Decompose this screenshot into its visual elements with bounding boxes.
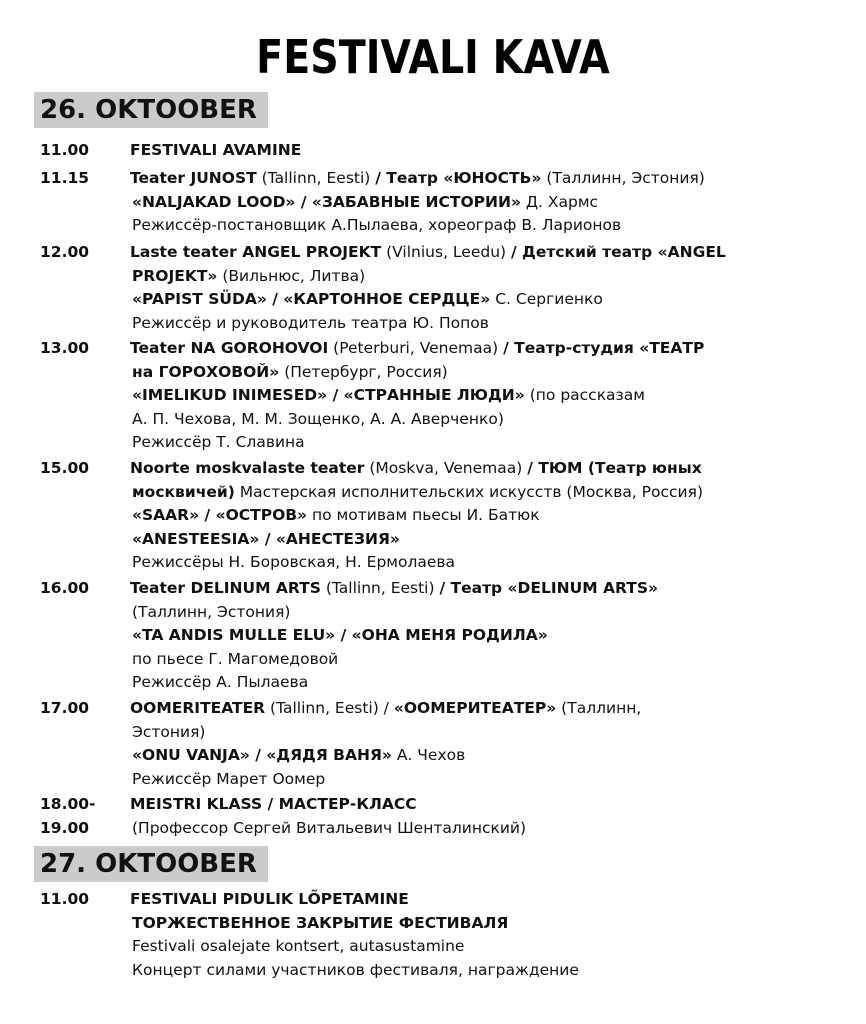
bold-text: «ONU VANJA» / «ДЯДЯ ВАНЯ» <box>132 746 392 764</box>
entry-line <box>130 288 726 312</box>
entry-details <box>130 793 526 840</box>
entry-line <box>130 648 658 672</box>
regular-text: Режиссёр Марет Оомер <box>132 769 326 788</box>
bold-text: Teater DELINUM ARTS <box>130 579 321 597</box>
bold-text: / Театр «ЮНОСТЬ» <box>375 169 542 187</box>
regular-text: (Таллинн, Эстония) <box>541 169 705 187</box>
entry-line <box>130 959 579 983</box>
regular-text: (Tallinn, Eesti) <box>320 579 440 597</box>
bold-text: «SAAR» / «ОСТРОВ» <box>132 506 308 524</box>
bold-text: «TA ANDIS MULLE ELU» / «ОНА МЕНЯ РОДИЛА» <box>132 626 548 644</box>
regular-text: (по рассказам <box>524 386 645 404</box>
bold-text: ТОРЖЕСТВЕННОЕ ЗАКРЫТИЕ ФЕСТИВАЛЯ <box>132 913 509 932</box>
bold-text: «NALJAKAD LOOD» / «ЗАБАВНЫЕ ИСТОРИИ» <box>132 192 521 211</box>
entry-line <box>130 935 579 959</box>
entry-time: 15.00 <box>40 459 90 477</box>
bold-text: «ANESTEESIA» / «АНЕСТЕЗИЯ» <box>132 529 400 548</box>
regular-text: (Peterburi, Venemaa) <box>328 339 504 357</box>
entry-details <box>130 139 301 163</box>
entry-details <box>130 697 641 791</box>
regular-text: по пьесе Г. Магомедовой <box>132 649 339 668</box>
entry-line <box>130 431 704 455</box>
entry-line <box>130 457 703 481</box>
entry-line <box>130 528 703 552</box>
entry-line <box>130 601 658 625</box>
regular-text: (Moskva, Venemaa) <box>364 459 528 477</box>
entry-line <box>130 671 658 695</box>
entry-line <box>130 817 526 841</box>
entry-time: 13.00 <box>40 339 90 357</box>
entry-time: 11.00 <box>40 890 90 908</box>
bold-text: Noorte moskvalaste teater <box>130 459 365 477</box>
entry-line <box>130 551 703 575</box>
bold-text: PROJEKT» <box>132 266 218 285</box>
bold-text: / ТЮМ (Театр юных <box>527 459 702 477</box>
regular-text: Festivali osalejate kontsert, autasustamine <box>132 937 465 955</box>
entry-line <box>130 793 526 817</box>
entry-line <box>130 888 579 912</box>
regular-text: (Vilnius, Leedu) <box>381 243 511 261</box>
entry-line <box>130 337 704 361</box>
entry-details <box>130 457 703 575</box>
entry-time: 18.00- 19.00 <box>40 795 96 837</box>
regular-text: Режиссёр и руководитель театра Ю. Попов <box>132 313 489 332</box>
entry-time: 11.00 <box>40 141 90 159</box>
entry-line <box>130 721 641 745</box>
bold-text: FESTIVALI AVAMINE <box>130 141 302 159</box>
entry-line <box>130 167 705 191</box>
entry-details <box>130 888 579 982</box>
regular-text: по мотивам пьесы И. Батюк <box>307 506 540 524</box>
bold-text: Teater JUNOST <box>130 169 257 187</box>
regular-text: А. П. Чехова, М. М. Зощенко, А. А. Аверченко) <box>132 409 504 428</box>
bold-text: / Театр-студия «ТЕАТР <box>503 339 705 357</box>
entry-line <box>130 624 658 648</box>
entry-line <box>130 697 641 721</box>
regular-text: (Tallinn, Eesti) / <box>265 699 394 717</box>
regular-text: (Таллинн, Эстония) <box>132 602 291 621</box>
regular-text: Мастерская исполнительских искусств (Москва, Россия) <box>234 482 704 501</box>
entry-line <box>130 265 726 289</box>
bold-text: «ООМЕРИТЕАТЕР» <box>393 699 557 717</box>
entry-line <box>130 139 301 163</box>
bold-text: москвичей) <box>132 482 235 501</box>
bold-text: Laste teater ANGEL PROJEKT <box>130 243 382 261</box>
regular-text: Режиссёры Н. Боровская, Н. Ермолаева <box>132 553 456 571</box>
bold-text: OOMERITEATER <box>130 699 266 717</box>
entry-line <box>130 384 704 408</box>
bold-text: Teater NA GOROHOVOI <box>130 339 329 357</box>
entry-line <box>130 577 658 601</box>
entry-details <box>130 577 658 695</box>
regular-text: Д. Хармс <box>520 192 599 211</box>
regular-text: Режиссёр А. Пылаева <box>132 673 309 691</box>
entry-time: 17.00 <box>40 699 90 717</box>
regular-text: Режиссёр Т. Славина <box>132 433 305 451</box>
entry-time: 12.00 <box>40 243 90 261</box>
bold-text: «PAPIST SÜDA» / «КАРТОННОЕ СЕРДЦЕ» <box>132 290 491 308</box>
regular-text: (Вильнюс, Литва) <box>217 266 366 285</box>
regular-text: Режиссёр-постановщик А.Пылаева, хореограф В. Ларионов <box>132 216 622 234</box>
entry-line <box>130 312 726 336</box>
regular-text: Эстония) <box>132 722 206 741</box>
regular-text: (Профессор Сергей Витальевич Шенталинский) <box>132 818 527 837</box>
entry-details <box>130 241 726 335</box>
entry-line <box>130 214 705 238</box>
entry-time: 16.00 <box>40 579 90 597</box>
entry-details <box>130 167 705 238</box>
entry-line <box>130 191 705 215</box>
bold-text: на ГОРОХОВОЙ» <box>132 362 280 381</box>
bold-text: / Театр «DELINUM ARTS» <box>439 579 659 597</box>
day-header: 26. OKTOOBER <box>34 92 268 128</box>
regular-text: А. Чехов <box>391 746 466 764</box>
bold-text: FESTIVALI PIDULIK LÕPETAMINE <box>130 890 409 908</box>
bold-text: «IMELIKUD INIMESED» / «СТРАННЫЕ ЛЮДИ» <box>132 386 525 404</box>
entry-line <box>130 768 641 792</box>
bold-text: MEISTRI KLASS / МАСТЕР-КЛАСС <box>130 795 417 813</box>
entry-line <box>130 361 704 385</box>
entry-time: 11.15 <box>40 169 90 187</box>
entry-line <box>130 408 704 432</box>
entry-line <box>130 744 641 768</box>
regular-text: (Петербург, Россия) <box>279 362 448 381</box>
regular-text: (Tallinn, Eesti) <box>256 169 376 187</box>
entry-line <box>130 241 726 265</box>
regular-text: Концерт силами участников фестиваля, награждение <box>132 960 579 979</box>
regular-text: (Таллинн, <box>556 699 642 717</box>
entry-details <box>130 337 704 455</box>
bold-text: / Детский театр «ANGEL <box>511 243 726 261</box>
entry-line <box>130 912 579 936</box>
page-title: FESTIVALI KAVA <box>256 30 610 84</box>
regular-text: С. Сергиенко <box>490 290 603 308</box>
day-header: 27. OKTOOBER <box>34 846 268 882</box>
entry-line <box>130 504 703 528</box>
entry-line <box>130 481 703 505</box>
